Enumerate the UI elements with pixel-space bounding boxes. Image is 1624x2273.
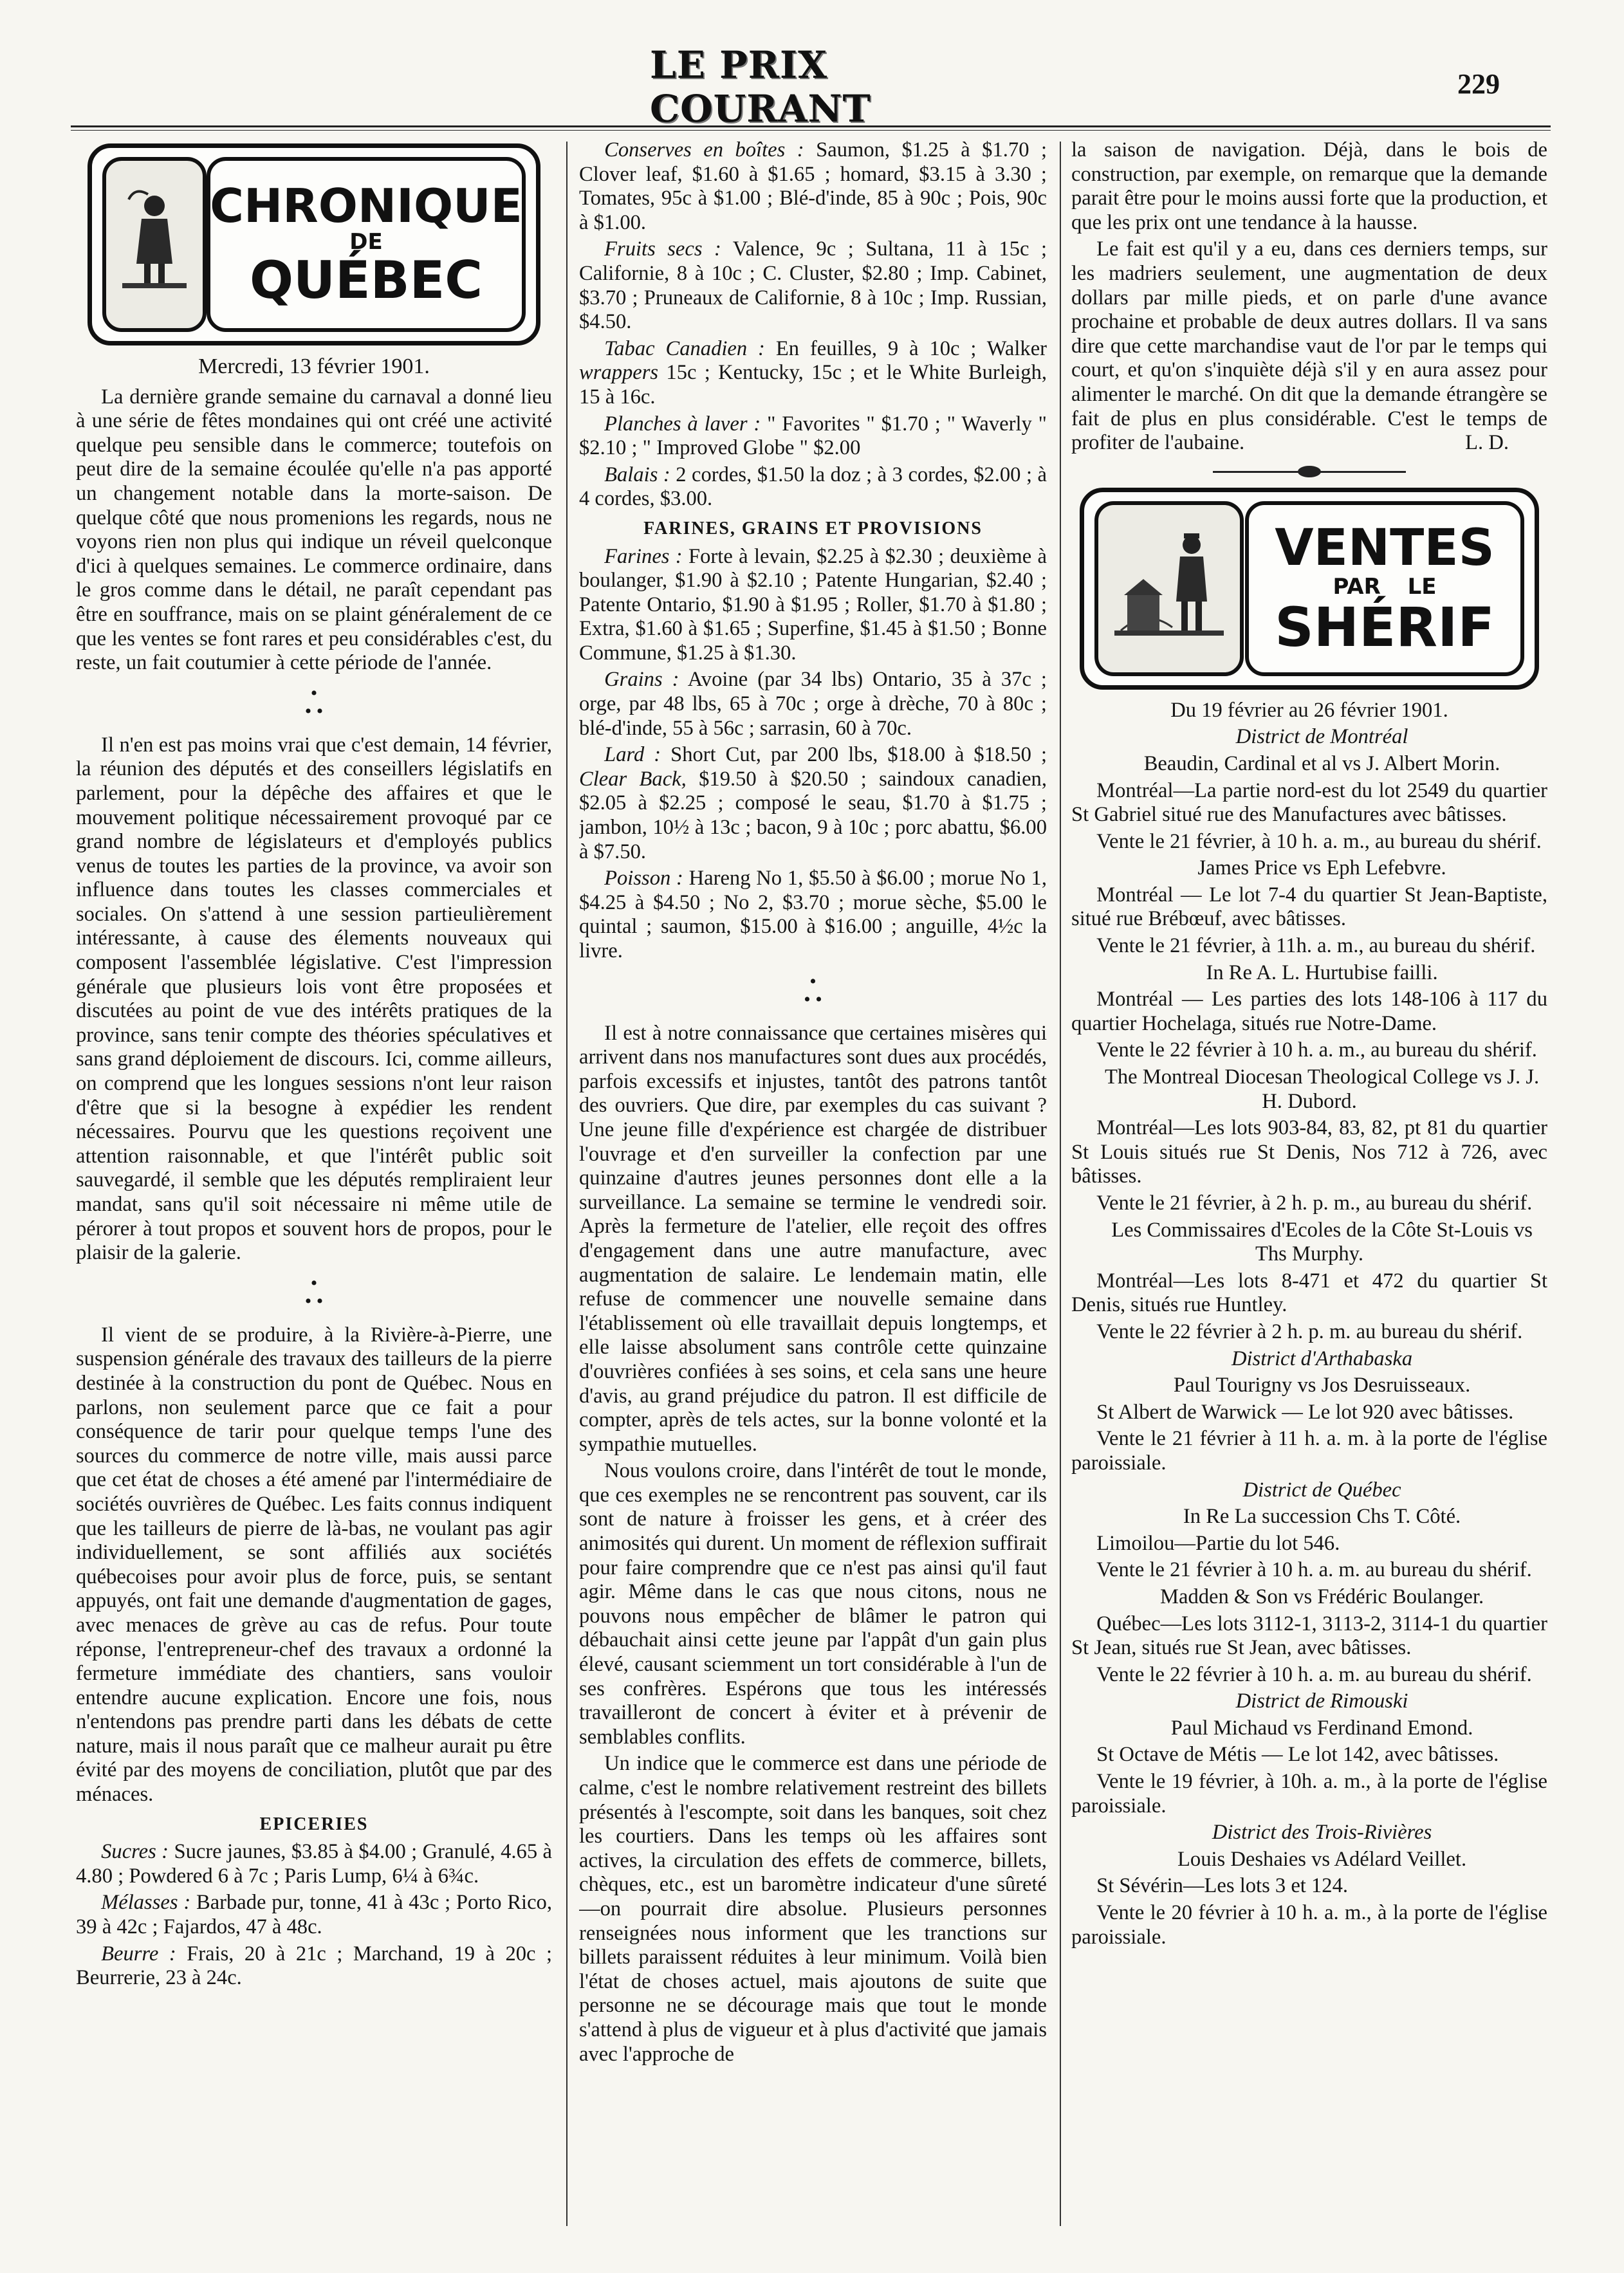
article-paragraph-3: Il vient de se produire, à la Rivière-à-Pierre, une suspension générale des travaux des tailleurs de la pierre destinée à la construction du pont de Québec. Nous en parlons, non seulement parce que ce fait a pour conséquence de tarir pour quelque temps l'une des sources du commerce de notre ville, mais aussi parce que cet état de choses a été amené par l'intermédiaire de sociétés ouvrières de Québec. Les faits connus indiquent que les tailleurs de pierre de là-bas, ne voulant pas agir individuellement, se sont affiliés aux sociétés québecoises pour avoir plus de force, puis, se sentant appuyés, ont fait une demande d'augmentation de gages, avec menaces de grève au cas de refus. Pour toute réponse, l'entrepreneur-chef des travaux a ordonné la fermeture immédiate des chantiers, sans vouloir entendre aucune explication. Encore une fois, nous n'entendons pas prendre parti dans les débats de cette nature, mais il nous paraît que ce malheur aurait pu être évité par des moyens de conciliation, plutôt que par des ménaces. [76, 1323, 552, 1807]
sale-1-parties: Beaudin, Cardinal et al vs J. Albert Morin. [1143, 751, 1500, 775]
price-text: Frais, 20 à 21c ; Marchand, 19 à 20c ; Beurrerie, 23 à 24c. [76, 1942, 552, 1990]
price-label: Grains : [604, 668, 679, 692]
price-label: Planches à laver : [604, 412, 761, 436]
column-1 [76, 138, 552, 2261]
article-paragraph-2: Il n'en est pas moins vrai que c'est demain, 14 février, la réunion des députés et des conseillers législatifs en parlement, pour la dépêche des affaires et que le mouvement politique nécessairement provoqué par ce grand nombre de législateurs et d'employés publics venus de toutes les parties de la province, va avoir son influence dans toutes les classes commerciales et sociales. On s'attend à une session partieulièrement intéressante, à cause des élements nouveaux qui composent l'assemblée législative. C'est l'impression générale que plusieurs lois vont être proposées et discutées au point de vue des intérêts pratiques de la province, sans tenir compte des théories spéculatives et sans grand déploiement de discours. Ici, comme ailleurs, on comprend que les longues sessions n'ont leur raison d'être que si la besogne à expédier les rendent nécessaires. Pourvu que les questions reçoivent une attention raisonnable, et que l'intérêt public soit sauvegardé, il semble que les députés rempliraient leur mandat, sans qu'il soit nécessaire ni même utile de pérorer à tout propos et souvent hors de propos, pour le plaisir de la galerie. [76, 733, 552, 1265]
price-sucres [76, 1840, 552, 1888]
price-label: Tabac Canadien : [604, 336, 765, 360]
sale-9-parties: Paul Michaud vs Ferdinand Emond. [1170, 1716, 1473, 1740]
sale-1-description: Montréal—La partie nord-est du lot 2549 du quartier St Gabriel situé rue des Manufactures avec bâtisses. [1071, 778, 1547, 827]
sale-7-parties: In Re La succession Chs T. Côté. [1183, 1505, 1461, 1529]
price-label: Farines : [604, 544, 683, 568]
price-text: Saumon, $1.25 à $1.70 ; Clover leaf, $1.60 à $1.65 ; homard, $3.15 à 3.30 ; Tomates, 95c à $1.00 ; Blé-d'inde, 85 à 90c ; Pois, 90c à $1.00. [579, 138, 1047, 234]
chronique-illustration [102, 157, 207, 332]
sale-9-description: St Octave de Métis — Le lot 142, avec bâtisses. [1096, 1743, 1499, 1767]
price-conserves [579, 138, 1047, 235]
chronique-banner [88, 143, 540, 345]
column-rule-2 [1060, 142, 1061, 2226]
price-text: " Favorites " $1.70 ; " Waverly " $2.10 ; " Improved Globe " $2.00 [579, 412, 1047, 460]
sale-3-date: Vente le 22 février à 10 h. a. m., au bureau du shérif. [1096, 1038, 1537, 1062]
sale-2-date: Vente le 21 février, à 11h. a. m., au bureau du shérif. [1096, 934, 1536, 958]
sale-2-parties: James Price vs Eph Lefebvre. [1197, 856, 1446, 880]
district-arthabaska: District d'Arthabaska [1231, 1347, 1413, 1370]
heading-epiceries: EPICERIES [259, 1814, 369, 1834]
price-text-italic: Clear Back, [579, 767, 687, 791]
price-label: Balais : [604, 463, 670, 486]
column-rule-1 [566, 142, 567, 2226]
price-label: Fruits secs : [604, 237, 721, 261]
article-paragraph-7: la saison de navigation. Déjà, dans le bois de construction, par exemple, on remarque que la demande parait être pour le moins aussi forte que la production, et que les prix ont une tendance à la hausse. [1071, 138, 1547, 234]
price-label: Lard : [604, 743, 661, 767]
sale-4-date: Vente le 21 février, à 2 h. p. m., au bureau du shérif. [1096, 1192, 1533, 1215]
price-text-italic: wrappers [579, 361, 659, 385]
price-label: Conserves en boîtes : [604, 138, 804, 161]
price-label: Mélasses : [101, 1891, 191, 1915]
price-text: Forte à levain, $2.25 à $2.30 ; deuxième à boulanger, $1.90 à $2.10 ; Patente Hungarian, $2.40 ; Patente Ontario, $1.90 à $1.95 ; Roller, $1.70 à $1.80 ; Extra, $1.60 à $1.65 ; Superfine, $1.45 à $1.50 ; Bonne Commune, $1.25 à $1.30. [579, 544, 1047, 665]
sale-6-description: St Albert de Warwick — Le lot 920 avec bâtisses. [1096, 1400, 1514, 1424]
masthead [0, 43, 1624, 131]
price-grains [579, 668, 1047, 741]
journal-logo: LE PRIX COURANT [650, 43, 871, 131]
ventes-title-line2: PAR LE [1333, 573, 1437, 600]
sale-7-description: Limoilou—Partie du lot 546. [1096, 1531, 1340, 1555]
article-divider [1071, 462, 1547, 481]
article-paragraph-5: Nous voulons croire, dans l'intérêt de tout le monde, que ces exemples ne se rencontrent pas souvent, car ils sont de nature à froisser les gens, et à créer des animosités qui durent. Un moment de réflexion suffirait pour faire comprendre que ce n'est pas ainsi qu'il faut agir. Même dans le cas que nous citons, nous ne pouvons nous empêcher de blâmer le patron qui débauchait ainsi cette jeune par l'appât d'un gain plus élevé, causant sciemment un tort considérable à l'un de ses confrères. Espérons que tous les intéressés travailleront de concert à éviter et à prévenir de semblables conflits. [579, 1459, 1047, 1749]
ventes-period: Du 19 février au 26 février 1901. [1170, 698, 1448, 722]
price-label: Sucres : [101, 1840, 169, 1864]
sale-8-description: Québec—Les lots 3112-1, 3113-2, 3114-1 du quartier St Jean, situés rue St Jean, avec bâtisses. [1071, 1612, 1547, 1660]
section-separator: • • • [804, 970, 822, 1010]
ventes-title [1245, 492, 1524, 685]
price-beurre [76, 1942, 552, 1991]
sale-7-date: Vente le 21 février à 10 h. a. m. au bureau du shérif. [1096, 1558, 1532, 1582]
article-paragraph-4: Il est à notre connaissance que certaines misères qui arrivent dans nos manufactures sont dues aux procédés, parfois excessifs et injustes, tantôt des patrons tantôt des ouvriers. Que dire, par exemples du cas suivant ? Une jeune fille d'expérience est chargée de distribuer l'ouvrage et d'en surveiller la confection par une quinzaine d'autres jeunes personnes dont elle a la surveillance. La semaine se termine le vendredi soir. Après la fermeture de l'atelier, elle reçoit des offres d'engagement dans une autre manufacture, avec augmentation de salaire. Le lendemain matin, elle refuse de commencer une nouvelle semaine dans l'établissement où elle travaillait depuis longtemps, et elle laisse absolument sans contrôle cette quinzaine d'ouvrières confiées à ses soins, et cela sans une heure d'avis, au grand préjudice du patron. Il est difficile de compter, après de tels actes, sur la bonne volonté et la sympathie mutuelles. [579, 1021, 1047, 1456]
district-quebec: District de Québec [1242, 1478, 1401, 1502]
sale-9-date: Vente le 19 février, à 10h. a. m., à la porte de l'église paroissiale. [1071, 1770, 1547, 1817]
ventes-title-line3: SHÉRIF [1275, 595, 1495, 659]
sale-3-description: Montréal — Les parties des lots 148-106 à 117 du quartier Hochelaga, situés rue Notre-Dame. [1071, 988, 1547, 1035]
sale-5-description: Montréal—Les lots 8-471 et 472 du quartier St Denis, situés rue Huntley. [1071, 1269, 1547, 1317]
district-montreal: District de Montréal [1235, 725, 1408, 749]
top-rule-thin [71, 130, 1551, 131]
article-paragraph-8 [1071, 237, 1547, 455]
price-text: Avoine (par 34 lbs) Ontario, 35 à 37c ; orge, par 48 lbs, 65 à 70c ; orge à drèche, 70 à 80c ; blé-d'inde, 55 à 56c ; sarrasin, 60 à 70c. [579, 668, 1047, 740]
price-label: Beurre : [101, 1942, 176, 1965]
sale-5-parties: Les Commissaires d'Ecoles de la Côte St-Louis vs Ths Murphy. [1111, 1218, 1533, 1266]
ventes-banner [1080, 488, 1539, 690]
heading-farines: FARINES, GRAINS ET PROVISIONS [643, 518, 983, 538]
figure-illustration-icon [116, 180, 193, 309]
chronique-title-line1: CHRONIQUE [210, 179, 522, 233]
ventes-illustration [1094, 501, 1244, 676]
article-paragraph-1: La dernière grande semaine du carnaval a donné lieu à une série de fêtes mondaines qui ont créé une activité quelque peu sensible dans le commerce; toutefois on peut dire de la semaine écoulée qu'elle n'a pas apporté un changement notable dans la morte-saison. De quelque côté que nous promenions les regards, nous ne voyons rien non plus qui indique un réveil quelconque d'ici à quelques semaines. Le commerce ordinaire, dans le gros comme dans le détail, ne paraît cependant pas être en souffrance, mais on se plaint généralement de ce que les ventes se font rares et peu considérables c'est, du reste, un fait coutumier à cette période de l'année. [76, 385, 552, 675]
price-tabac [579, 337, 1047, 410]
sale-6-date: Vente le 21 février à 11 h. a. m. à la porte de l'église paroissiale. [1071, 1427, 1547, 1475]
district-rimouski: District de Rimouski [1235, 1689, 1408, 1713]
price-text: $19.50 à $20.50 ; saindoux canadien, $2.05 à $2.25 ; composé le seau, $1.70 à $1.75 ; jambon, 10½ à 13c ; bacon, 9 à 10c ; porc abattu, $6.00 à $7.50. [579, 767, 1047, 863]
section-separator: • • • [304, 1272, 324, 1312]
price-text: Valence, 9c ; Sultana, 11 à 15c ; Californie, 8 à 10c ; C. Cluster, $2.80 ; Imp. Cabinet, $3.70 ; Pruneaux de Californie, 8 à 10c ; Imp. Russian, $4.50. [579, 237, 1047, 334]
sale-8-parties: Madden & Son vs Frédéric Boulanger. [1160, 1585, 1484, 1608]
price-fruits [579, 237, 1047, 334]
price-text: Sucre jaunes, $3.85 à $4.00 ; Granulé, 4.65 à 4.80 ; Powdered 6 à 7c ; Paris Lump, 6¼ à 6¾c. [76, 1840, 552, 1888]
price-text: Short Cut, par 200 lbs, $18.00 à $18.50 ; [670, 743, 1047, 767]
top-rule [71, 125, 1551, 127]
chronique-title [207, 148, 526, 341]
price-planches [579, 412, 1047, 461]
price-text: 2 cordes, $1.50 la doz ; à 3 cordes, $2.00 ; à 4 cordes, $3.00. [579, 463, 1047, 511]
article-signature: L. D. [1465, 431, 1509, 455]
column-2 [579, 138, 1047, 2261]
chronique-title-line2: DE [349, 229, 383, 255]
chronique-title-line3: QUÉBEC [250, 250, 483, 310]
section-separator: • • • [304, 682, 324, 722]
district-trois-rivieres: District des Trois-Rivières [1212, 1821, 1432, 1845]
price-farines [579, 545, 1047, 666]
price-text: Hareng No 1, $5.50 à $6.00 ; morue No 1, $4.25 à $4.50 ; No 2, $3.70 ; morue sèche, $5.00 le quintal ; saumon, $15.00 à $16.00 ; anguille, 4½c la livre. [579, 867, 1047, 962]
price-poisson [579, 867, 1047, 963]
sheriff-figure-icon [1108, 518, 1230, 659]
sale-10-parties: Louis Deshaies vs Adélard Veillet. [1177, 1847, 1467, 1871]
sale-6-parties: Paul Tourigny vs Jos Desruisseaux. [1173, 1374, 1471, 1397]
price-text: 15c ; Kentucky, 15c ; et le White Burleigh, 15 à 16c. [579, 361, 1047, 409]
sale-2-description: Montréal — Le lot 7-4 du quartier St Jean-Baptiste, situé rue Brébœuf, avec bâtisses. [1071, 883, 1547, 931]
price-text: Barbade pur, tonne, 41 à 43c ; Porto Rico, 39 à 42c ; Fajardos, 47 à 48c. [76, 1891, 552, 1939]
sale-3-parties: In Re A. L. Hurtubise failli. [1206, 961, 1438, 984]
price-label: Poisson : [604, 867, 683, 890]
ventes-title-line1: VENTES [1275, 519, 1495, 577]
sale-8-date: Vente le 22 février à 10 h. a. m. au bureau du shérif. [1096, 1662, 1532, 1686]
article-paragraph-6: Un indice que le commerce est dans une période de calme, c'est le nombre relativement restreint des billets présentés à l'escompte, soit dans les banques, soit chez les courtiers. Dans les temps où les affaires sont actives, la circulation des effets de commerce, billets, chèques, etc., est un baromètre indicateur d'une sûreté—on pourrait dire absolue. Plusieurs personnes renseignées nous informent que les tranctions sur billets paraissent réduites à leur minimum. Voilà bien l'état de choses actuel, mais ajoutons de suite que personne ne se décourage mais que tout le monde s'attend à plus de vigueur et à plus d'activité que jamais avec l'approche de [579, 1752, 1047, 2066]
sale-5-date: Vente le 22 février à 2 h. p. m. au bureau du shérif. [1096, 1320, 1523, 1343]
page-number: 229 [1457, 68, 1500, 100]
price-text: En feuilles, 9 à 10c ; Walker [775, 336, 1047, 360]
sale-10-description: St Sévérin—Les lots 3 et 124. [1096, 1874, 1349, 1898]
price-balais [579, 463, 1047, 511]
sale-10-date: Vente le 20 février à 10 h. a. m., à la porte de l'église paroissiale. [1071, 1901, 1547, 1949]
sale-4-parties: The Montreal Diocesan Theological College vs J. J. H. Dubord. [1104, 1065, 1540, 1113]
paragraph-text: Le fait est qu'il y a eu, dans ces derniers temps, sur les madriers seulement, une augmentation de deux dollars par mille pieds, et on parle d'une avance prochaine et probable de deux autres dollars. Il va sans dire que cette marchandise vaut de l'or par le temps qui court, et qu'on s'inquiète déjà s'il y en aura assez pour alimenter le marché. On dit que la demande étrangère se fait de plus en plus considérable. C'est le temps de profiter de l'aubaine. [1071, 237, 1547, 455]
sale-4-description: Montréal—Les lots 903-84, 83, 82, pt 81 du quartier St Louis situés rue St Denis, Nos 712 à 726, avec bâtisses. [1071, 1116, 1547, 1188]
price-melasses [76, 1891, 552, 1939]
chronique-date: Mercredi, 13 février 1901. [198, 354, 430, 378]
column-3 [1071, 138, 1547, 2261]
sale-1-date: Vente le 21 février, à 10 h. a. m., au bureau du shérif. [1096, 829, 1542, 853]
price-lard [579, 743, 1047, 864]
